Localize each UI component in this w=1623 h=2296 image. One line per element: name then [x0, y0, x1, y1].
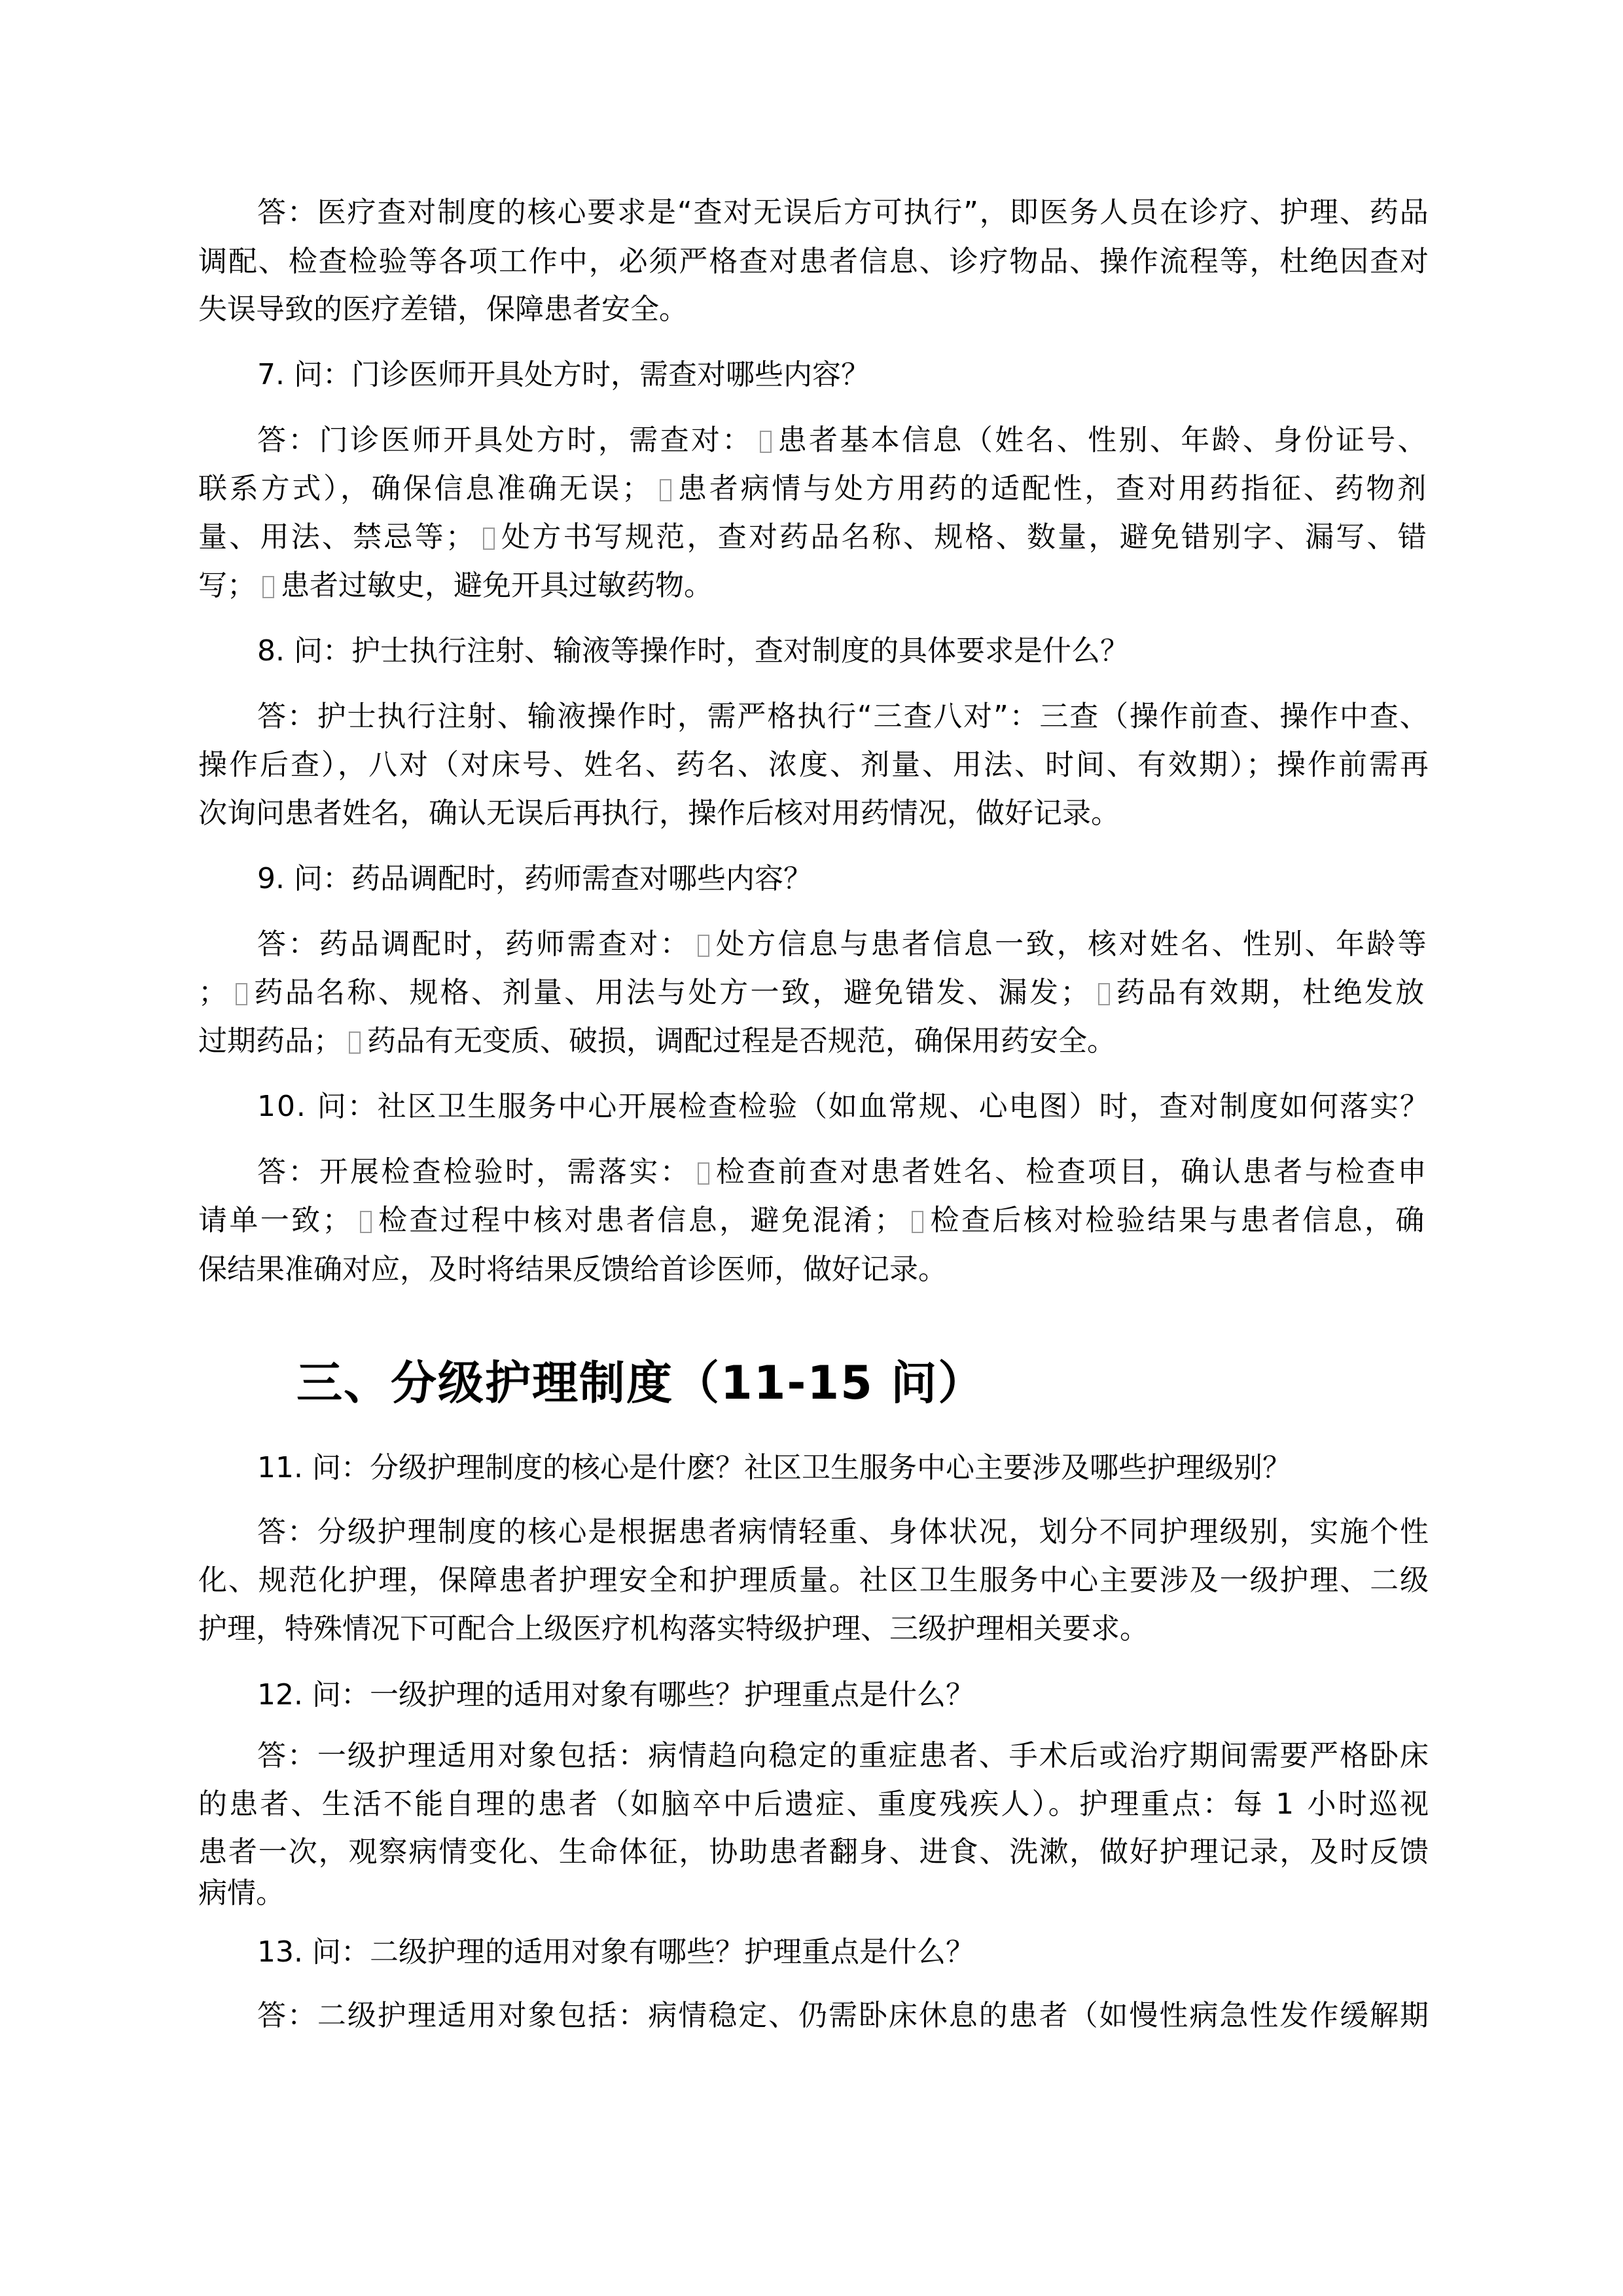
answer-7-line-1 — [257, 416, 1429, 465]
missing-glyph-icon — [360, 1211, 372, 1233]
answer-11-line-1 — [257, 1508, 1429, 1556]
missing-glyph-icon — [236, 983, 247, 1005]
question-11 — [257, 1444, 1429, 1492]
answer-6-line-3 — [198, 285, 1429, 334]
answer-13-line-1 — [257, 1992, 1429, 2040]
question-7 — [257, 351, 1429, 399]
answer-12-line-2 — [198, 1780, 1429, 1829]
answer-10-line-3 — [198, 1246, 1429, 1294]
question-text: 9. 问：药品调配时，药师需查对哪些内容？ — [257, 862, 812, 895]
text-line: 答：护士执行注射、输液操作时，需严格执行“三查八对”：三查（操作前查、操作中查、 — [257, 700, 1430, 733]
answer-6-line-2 — [198, 238, 1429, 286]
answer-7-line-4 — [198, 562, 1429, 610]
text-line: 答：药品调配时，药师需查对： 处方信息与患者信息一致，核对姓名、性别、年龄等 — [257, 927, 1429, 961]
text-line: 联系方式），确保信息准确无误； 患者病情与处方用药的适配性，查对用药指征、药物剂 — [198, 472, 1429, 505]
text-line: 请单一致； 检查过程中核对患者信息，避免混淆； 检查后核对检验结果与患者信息，确 — [198, 1204, 1427, 1237]
missing-glyph-icon — [760, 431, 772, 453]
text-line: 答：二级护理适用对象包括：病情稳定、仍需卧床休息的患者（如慢性病急性发作缓解期 — [257, 1999, 1430, 2032]
question-13 — [257, 1928, 1429, 1977]
text-line: 护理，特殊情况下可配合上级医疗机构落实特级护理、三级护理相关要求。 — [198, 1612, 1149, 1645]
section-heading: 三、分级护理制度（11-15 问） — [296, 1356, 986, 1410]
answer-11-line-2 — [198, 1556, 1429, 1605]
text-line: 化、规范化护理，保障患者护理安全和护理质量。社区卫生服务中心主要涉及一级护理、二级 — [198, 1564, 1430, 1597]
missing-glyph-icon — [698, 935, 709, 957]
question-10 — [257, 1083, 1429, 1131]
answer-6-line-1 — [257, 188, 1429, 237]
answer-10-line-2 — [198, 1196, 1429, 1245]
answer-7-line-3 — [198, 513, 1429, 562]
answer-9-line-1 — [257, 920, 1429, 969]
question-9 — [257, 855, 1429, 903]
answer-9-line-3 — [198, 1017, 1429, 1066]
question-text: 13. 问：二级护理的适用对象有哪些？护理重点是什么？ — [257, 1935, 974, 1969]
text-line: 答：分级护理制度的核心是根据患者病情轻重、身体状况，划分不同护理级别，实施个性 — [257, 1515, 1430, 1549]
text-line: 量、用法、禁忌等； 处方书写规范，查对药品名称、规格、数量，避免错别字、漏写、错 — [198, 520, 1429, 554]
question-text: 10. 问：社区卫生服务中心开展检查检验（如血常规、心电图）时，查对制度如何落实？ — [257, 1090, 1430, 1123]
text-line: 失误导致的医疗差错，保障患者安全。 — [198, 293, 688, 326]
answer-12-line-4 — [198, 1869, 1429, 1918]
text-line: ； 药品名称、规格、剂量、用法与处方一致，避免错发、漏发； 药品有效期，杜绝发放 — [198, 976, 1427, 1009]
missing-glyph-icon — [483, 528, 495, 550]
text-line: 的患者、生活不能自理的患者（如脑卒中后遗症、重度残疾人）。护理重点：每 1 小时巡视 — [198, 1787, 1431, 1821]
text-line: 患者一次，观察病情变化、生命体征，协助患者翻身、进食、洗漱，做好护理记录，及时反馈 — [198, 1835, 1430, 1869]
text-line: 次询问患者姓名，确认无误后再执行，操作后核对用药情况，做好记录。 — [198, 797, 1120, 830]
missing-glyph-icon — [1098, 983, 1110, 1005]
question-text: 12. 问：一级护理的适用对象有哪些？护理重点是什么？ — [257, 1678, 974, 1712]
question-8 — [257, 627, 1429, 675]
answer-10-line-1 — [257, 1148, 1429, 1196]
answer-11-line-3 — [198, 1605, 1429, 1653]
question-text: 11. 问：分级护理制度的核心是什麽？社区卫生服务中心主要涉及哪些护理级别？ — [257, 1451, 1291, 1484]
text-line: 答：一级护理适用对象包括：病情趋向稳定的重症患者、手术后或治疗期间需要严格卧床 — [257, 1739, 1430, 1772]
text-line: 保结果准确对应，及时将结果反馈给首诊医师，做好记录。 — [198, 1253, 947, 1286]
answer-8-line-1 — [257, 692, 1429, 741]
text-line: 过期药品； 药品有无变质、破损，调配过程是否规范，确保用药安全。 — [198, 1024, 1116, 1058]
missing-glyph-icon — [912, 1211, 923, 1233]
missing-glyph-icon — [262, 576, 274, 598]
text-line: 答：医疗查对制度的核心要求是“查对无误后方可执行”，即医务人员在诊疗、护理、药品 — [257, 196, 1430, 229]
missing-glyph-icon — [698, 1162, 709, 1185]
answer-12-line-1 — [257, 1732, 1429, 1780]
question-12 — [257, 1671, 1429, 1719]
text-line: 写； 患者过敏史，避免开具过敏药物。 — [198, 569, 713, 602]
missing-glyph-icon — [349, 1031, 361, 1054]
answer-7-line-2 — [198, 465, 1429, 513]
text-line: 答：开展检查检验时，需落实： 检查前查对患者姓名、检查项目，确认患者与检查申 — [257, 1155, 1429, 1189]
text-line: 操作后查），八对（对床号、姓名、药名、浓度、剂量、用法、时间、有效期）；操作前需再 — [198, 748, 1431, 781]
question-text: 7. 问：门诊医师开具处方时，需查对哪些内容？ — [257, 358, 870, 391]
answer-9-line-2 — [198, 969, 1429, 1017]
missing-glyph-icon — [660, 479, 671, 501]
text-line: 病情。 — [198, 1876, 285, 1910]
text-line: 答：门诊医师开具处方时，需查对： 患者基本信息（姓名、性别、年龄、身份证号、 — [257, 423, 1429, 457]
answer-8-line-3 — [198, 789, 1429, 838]
text-line: 调配、检查检验等各项工作中，必须严格查对患者信息、诊疗物品、操作流程等，杜绝因查对 — [198, 245, 1430, 278]
answer-8-line-2 — [198, 741, 1429, 789]
question-text: 8. 问：护士执行注射、输液等操作时，查对制度的具体要求是什么？ — [257, 634, 1129, 668]
